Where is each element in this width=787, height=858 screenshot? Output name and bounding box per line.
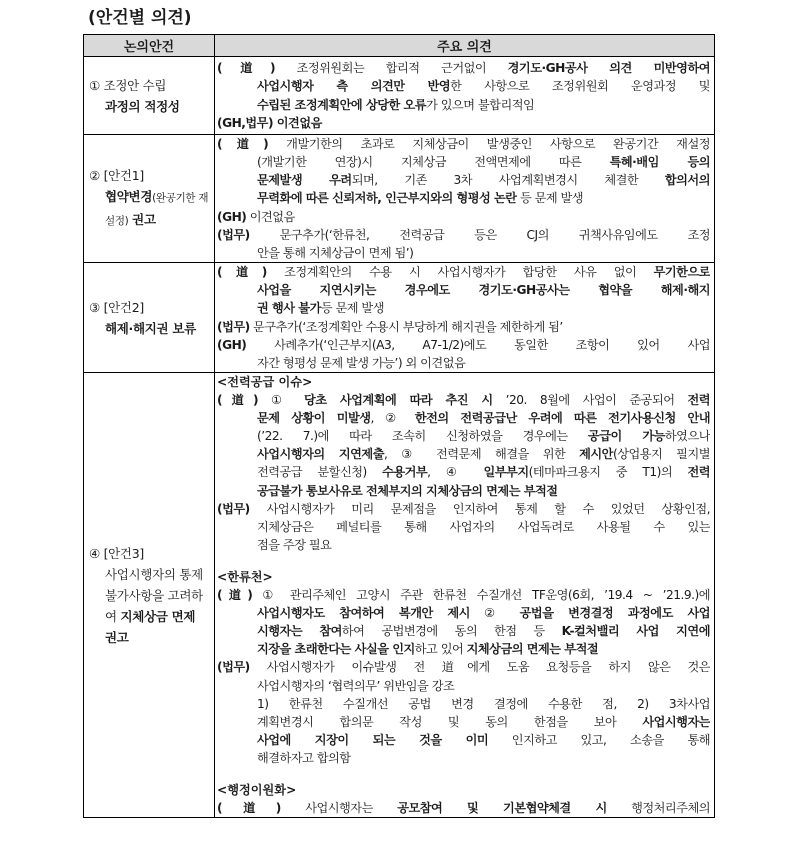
opinion-text: , ④ <box>427 465 484 480</box>
table-body <box>84 57 715 818</box>
opinion-text: 사업에 지장이 되는 것을 이미 <box>257 732 489 747</box>
opinion-text: 공법을 변경결정 과정에도 사업 <box>519 606 710 621</box>
agenda-number: ④ [안건3] <box>89 545 144 561</box>
header-agenda: 논의안건 <box>84 35 215 57</box>
opinion-text: 지체상금은 페널티를 통해 사업자의 사업독려로 사용될 수 있는 <box>257 519 710 534</box>
opinion-text: 일부부지 <box>483 465 529 480</box>
opinion-text: 점을 주장 필요 <box>257 537 332 552</box>
opinion-text: 전력공급 분할신청) <box>257 465 383 480</box>
opinion-text: (개발기한 연장)시 지체상금 전액면제에 따른 <box>257 155 610 170</box>
header-opinion: 주요 의견 <box>215 35 715 57</box>
opinion-text: (테마파크용지 중 T1)의 <box>528 465 688 480</box>
opinion-text: 수용거부 <box>382 465 428 480</box>
party-label: (道) <box>217 801 281 816</box>
opinion-text: 전력 <box>687 465 710 480</box>
party-label: (법무) <box>217 660 250 675</box>
opinion-line <box>217 318 710 336</box>
opinion-line <box>217 658 710 676</box>
spacer <box>217 554 710 568</box>
subsection-heading: <한류천> <box>217 569 273 584</box>
opinion-text: 특혜·배임 등의 <box>609 155 710 170</box>
opinion-line <box>217 482 710 500</box>
opinion-text: 공모참여 및 기본협약체결 시 <box>397 801 607 816</box>
opinion-text: 자간 형평성 문제 발생 가능’) 외 이견없음 <box>257 355 466 370</box>
opinion-text: , ③ 전력문제 해결을 위한 <box>383 447 580 462</box>
opinion-line <box>217 713 710 731</box>
opinion-text: 행정처리주체의 <box>606 801 710 816</box>
agenda-cell <box>84 373 215 818</box>
opinion-text: 공급이 가능 <box>587 429 665 444</box>
opinion-cell <box>215 263 715 373</box>
opinion-line <box>217 226 710 244</box>
opinion-text: 문제 상황이 미발생 <box>257 411 371 426</box>
opinion-text: ① <box>258 393 304 408</box>
subsection-heading: <행정이원화> <box>217 782 297 797</box>
agenda-note: (완공기한 재설정) <box>105 192 209 227</box>
opinion-line <box>217 445 710 463</box>
party-label: (道) <box>217 137 269 152</box>
opinion-text: 인지하고 있고, 소송을 통해 <box>488 732 710 747</box>
opinion-text: ’20. 8월에 사업이 준공되어 <box>492 393 688 408</box>
opinion-line <box>217 409 710 427</box>
opinion-text: 조정계획안의 수용 시 사업시행자가 합당한 사유 없이 <box>266 265 654 280</box>
opinion-text: 사업시행자는 <box>280 801 398 816</box>
agenda-title: 협약변경 <box>105 189 153 204</box>
agenda-tail: 권고 <box>132 212 156 227</box>
opinion-line <box>217 244 710 262</box>
party-label: (법무) <box>217 319 250 334</box>
opinion-text: (상업용지 필지별 <box>612 447 710 462</box>
opinion-text: 경기도·GH공사 의견 미반영하여 <box>507 61 710 76</box>
party-label: (GH,법무) <box>217 115 274 130</box>
opinion-text: 지장을 초래한다는 사실을 인지 <box>257 642 415 657</box>
opinion-line <box>217 391 710 409</box>
opinion-line <box>217 208 710 226</box>
opinion-line <box>217 500 710 518</box>
opinion-line <box>217 171 710 189</box>
opinion-text: 한전의 전력공급난 우려에 따른 전기사용신청 안내 <box>414 411 710 426</box>
opinion-line <box>217 135 710 153</box>
opinion-text: 사업시행자는 <box>642 714 710 729</box>
opinion-text: 문제발생 우려 <box>257 173 352 188</box>
opinion-text: K-컬처밸리 사업 지연에 <box>561 624 710 639</box>
table-row <box>84 373 715 818</box>
opinion-line <box>217 336 710 354</box>
agenda-cell <box>84 263 215 373</box>
opinion-line <box>217 189 710 207</box>
opinion-text: 안을 통해 지체상금이 면제 됨’) <box>257 245 414 260</box>
opinion-text: 공급불가 통보사유로 전체부지의 지체상금의 면제는 부적절 <box>257 483 558 498</box>
agenda-number: ① 조정안 수립 <box>89 77 167 93</box>
opinion-line <box>217 604 710 622</box>
party-label: (법무) <box>217 501 250 516</box>
opinion-text: 계획변경시 합의문 작성 및 동의 한점을 보아 <box>257 714 643 729</box>
table-row <box>84 57 715 135</box>
opinion-text: 가 있으며 불합리적임 <box>426 97 535 112</box>
opinion-line <box>217 96 710 114</box>
opinion-text: 전력 <box>687 393 710 408</box>
party-label: (법무) <box>217 227 250 242</box>
opinion-text: 문구추가(‘조정계획안 수용시 부당하게 해지권을 제한하게 됨’ <box>249 319 563 334</box>
party-label: (GH) <box>217 209 247 224</box>
opinion-text: 해결하자고 합의함 <box>257 750 351 765</box>
opinion-line <box>217 536 710 554</box>
opinion-line <box>217 77 710 95</box>
opinion-text: 사업시행자가 이슈발생 전 道에게 도움 요청등을 하지 않은 것은 <box>249 660 710 675</box>
opinion-line <box>217 59 710 77</box>
opinion-text: 합의서의 <box>664 173 710 188</box>
opinion-table <box>83 34 715 818</box>
agenda-cell <box>84 57 215 135</box>
opinion-text: 사업시행자도 참여하여 복개안 제시 <box>257 606 470 621</box>
opinion-text: 제시안 <box>579 447 613 462</box>
opinion-line <box>217 749 710 767</box>
opinion-line <box>217 263 710 281</box>
opinion-text: 지체상금의 면제는 부적절 <box>466 642 599 657</box>
opinion-text: 1) 한류천 수질개선 공법 변경 결정에 수용한 점, 2) 3차사업 <box>257 696 710 711</box>
opinion-text: 사업시행자의 ‘협력의무’ 위반임을 강조 <box>257 678 455 693</box>
agenda-number: ③ [안건2] <box>89 299 144 315</box>
opinion-text: ② <box>469 606 520 621</box>
opinion-text: 당초 사업계획에 따라 추진 시 <box>304 393 493 408</box>
opinion-text: 하였으나 <box>664 429 710 444</box>
opinion-line <box>217 518 710 536</box>
opinion-text: , ② <box>370 411 415 426</box>
opinion-text: 무기한으로 <box>653 265 710 280</box>
opinion-line <box>217 114 710 132</box>
opinion-line <box>217 427 710 445</box>
spacer <box>217 767 710 781</box>
opinion-text: 사업시행자가 미리 문제점을 인지하여 통제 할 수 있었던 상황인점, <box>249 501 710 516</box>
opinion-text: 사업시행자의 지연제출 <box>257 447 384 462</box>
opinion-cell <box>215 57 715 135</box>
opinion-line <box>217 799 710 817</box>
opinion-text: 조정위원회는 합리적 근거없이 <box>275 61 508 76</box>
opinion-line <box>217 677 710 695</box>
subsection-heading: <전력공급 이슈> <box>217 375 313 389</box>
party-label: (道) <box>217 61 276 76</box>
opinion-text: 문구추가(‘한류천, 전력공급 등은 CJ의 귀책사유임에도 조정 <box>249 227 710 242</box>
opinion-line <box>217 463 710 481</box>
opinion-text: 이견없음 <box>273 115 322 130</box>
opinion-cell <box>215 135 715 263</box>
opinion-text: 권 행사 불가 <box>257 301 321 316</box>
opinion-text: 하고 있어 <box>414 642 467 657</box>
agenda-cell <box>84 135 215 263</box>
opinion-line <box>217 622 710 640</box>
opinion-text: 이견없음 <box>246 209 295 224</box>
opinion-text: 하여 공법변경에 동의 한점 등 <box>341 624 562 639</box>
opinion-line <box>217 695 710 713</box>
opinion-cell <box>215 373 715 818</box>
table-header-row <box>84 35 715 57</box>
party-label: (GH) <box>217 337 247 352</box>
agenda-description: 사업시행자의 통제 불가사항을 고려하여 <box>105 566 203 624</box>
opinion-text: 수립된 조정계획안에 상당한 오류 <box>257 97 427 112</box>
opinion-line <box>217 281 710 299</box>
opinion-line <box>217 640 710 658</box>
agenda-number: ② [안건1] <box>89 168 144 183</box>
opinion-text: ① 관리주체인 고양시 주관 한류천 수질개선 TF운영(6회, ’19.4 ~ ’21.9.)에 <box>252 588 710 603</box>
agenda-title: 과정의 적정성 <box>105 98 180 114</box>
agenda-title: 지체상금 면제 권고 <box>105 608 196 645</box>
opinion-line <box>217 354 710 372</box>
opinion-line <box>217 299 710 317</box>
opinion-text: 사업시행자 측 의견만 반영 <box>257 79 451 94</box>
opinion-text: 한 사항으로 조정위원회 운영과정 및 <box>450 79 710 94</box>
agenda-title: 해제·해지권 보류 <box>105 320 196 336</box>
opinion-text: 무력화에 따른 신뢰저하, 인근부지와의 형평성 논란 <box>257 191 517 206</box>
opinion-text: 사례추가(‘인근부지(A3, A7-1/2)에도 동일한 조항이 있어 사업 <box>246 337 710 352</box>
opinion-text: 시행자는 참여 <box>257 624 342 639</box>
opinion-text: (’22. 7.)에 따라 조속히 신청하였을 경우에는 <box>257 429 588 444</box>
table-row <box>84 263 715 373</box>
opinion-line <box>217 153 710 171</box>
opinion-text: 등 문제 발생 <box>516 191 584 206</box>
party-label: (道) <box>217 265 267 280</box>
opinion-text: 등 문제 발생 <box>320 301 384 316</box>
party-label: (道) <box>217 393 259 408</box>
table-row <box>84 135 715 263</box>
opinion-text: 개발기한의 초과로 지체상금이 발생중인 사항으로 완공기간 재설정 <box>268 137 710 152</box>
opinion-line <box>217 586 710 604</box>
opinion-text: 되며, 기존 3차 사업계획변경시 체결한 <box>351 173 665 188</box>
opinion-line <box>217 731 710 749</box>
section-title: (안건별 의견) <box>88 8 192 28</box>
party-label: (道) <box>217 588 253 603</box>
opinion-text: 사업을 지연시키는 경우에도 경기도·GH공사는 협약을 해제·해지 <box>257 283 710 298</box>
